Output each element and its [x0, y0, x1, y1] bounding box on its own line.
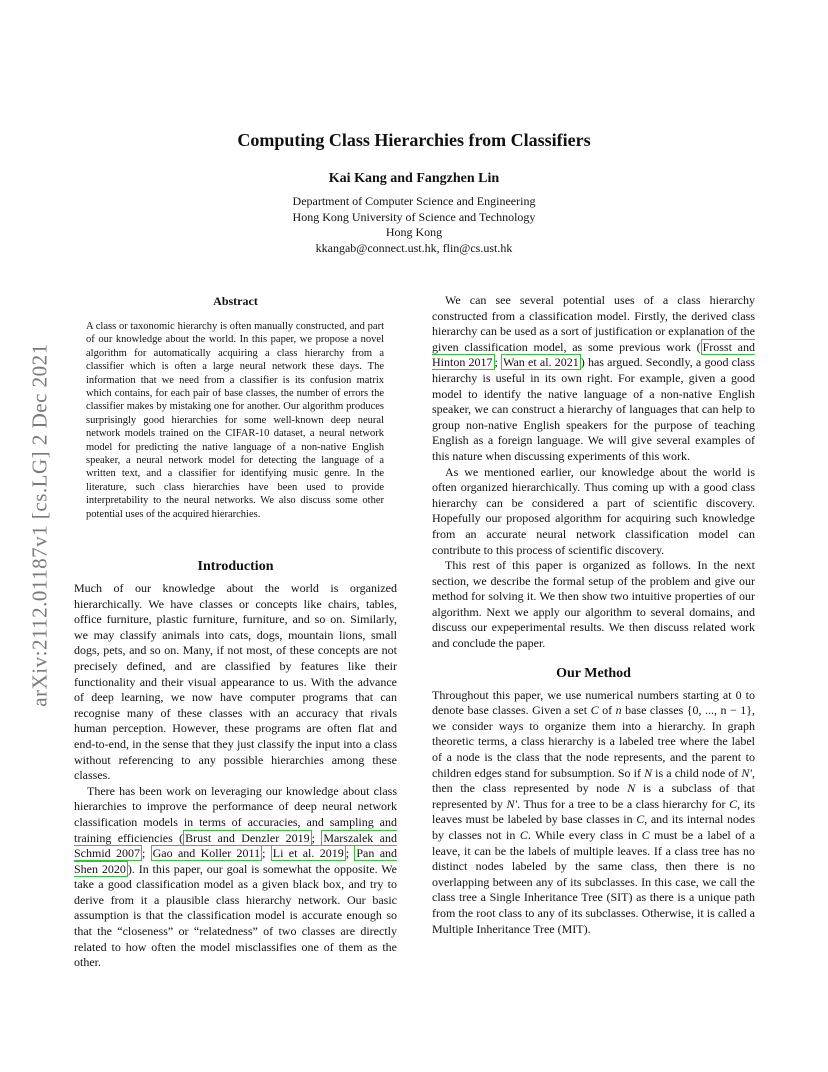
math-N-2: N — [627, 781, 636, 796]
math-C: C — [590, 703, 599, 718]
introduction-heading: Introduction — [197, 559, 274, 574]
math-C-4: C — [519, 828, 528, 842]
affiliation-university: Hong Kong University of Science and Technology — [292, 209, 536, 224]
method-text-8: . Thus for a tree to be a class hierarchy for — [517, 796, 730, 811]
right-column — [432, 293, 755, 937]
method-text-12: must be a label of a leave, it can be the labels of multiple leaves. If a class tree has no distinct nodes labeled by the same class, then there is no overlapping between any of its subclasses. In this case, we call the class tree a Single Inheritance Tree (SIT) as there is a unique path from the root class to any of its subclasses. Otherwise, it is called a Multiple Inheritance Tree (MIT). — [432, 828, 755, 936]
intro-paragraph-1: Much of our knowledge about the world is organized hierarchically. We have classes or concepts like chairs, tables, office furniture, plastic furniture, furniture, and so on. Similarly, we may classify animals into cats, dogs, mountain lions, small dogs, pets, and so on. Many, if not most, of these concepts are not precisely defined, and are classified by features like their functionality and their visual appearance to us. With the advance of deep learning, we now have computer programs that can recognise many of these classes with an accuracy that rivals human perception. However, these programs are often flat and end-to-end, in the sense that they just classify the input into a class without referencing to any possible hierarchies among these classes. — [74, 581, 397, 783]
affiliation-location: Hong Kong — [385, 225, 443, 240]
arxiv-stamp — [20, 292, 60, 758]
citation-li[interactable]: Li et al. 2019 — [272, 846, 344, 861]
abstract-text: A class or taxonomic hierarchy is often manually constructed, and part of our knowledge about the world. In this paper, we propose a novel algorithm for automatically acquiring a class hierarchy from a classifier which is often a large neural network these days. The information that we need from a classifier is its confusion matrix which contains, for each pair of base classes, the number of errors the classifier makes by mistaking one for another. Our algorithm produces surprisingly good hierarchies for some well-known deep neural network models trained on the CIFAR-10 dataset, a neural network model for predicting the native language of a non-native English speaker, a neural network model for detecting the language of a written text, and a classifier for identifying music genre. In the literature, such class hierarchies have been used to provide interpretability to the neural networks. We also discuss some other potential uses of the acquired hierarchies. — [86, 321, 384, 520]
method-text-4: , we consider ways to organize them into a hierarchy. In graph theoretic terms, a class hierarchy is a labeled tree where the label of a node is the class that the node represents, and the parent to children edges stand for subsumption. So if — [432, 703, 755, 780]
right-p1-text-a: We can see several potential uses of a class hierarchy constructed from a classification model. Firstly, the derived class hierarchy can be used as a sort of justification or explanation of the given classification model, as some previous work ( — [432, 293, 755, 354]
intro-p2-text-a: There has been work on leveraging our knowledge about class hierarchies to improve the performance of deep neural network classification models in terms of accuracies, and sampling and training efficiencies ( — [74, 783, 397, 845]
method-text-10: , and its internal nodes by classes not in — [432, 812, 755, 842]
math-n: n — [615, 703, 622, 718]
math-N-prime: N′ — [741, 765, 752, 780]
citation-gao[interactable]: Gao and Koller 2011 — [152, 846, 261, 861]
math-N: N — [644, 765, 653, 780]
arxiv-stamp-text: arXiv:2112.01187v1 [cs.LG] 2 Dec 2021 — [27, 343, 52, 707]
method-text-11: . While every class in — [527, 828, 642, 842]
left-column — [74, 559, 397, 971]
right-paragraph-2: As we mentioned earlier, our knowledge about the world is often organized hierarchically. Thus coming up with a good class hierarchy can be considered a part of scientific discovery. Hopefully our proposed algorithm for acquiring such knowledge from an accurate neural network classification model can contribute to this process of scientific discovery. — [432, 464, 755, 557]
method-text-2: of — [598, 703, 616, 718]
method-text-5: is a child node of — [652, 765, 742, 780]
method-text-3: base classes — [621, 703, 687, 718]
paper-title: Computing Class Hierarchies from Classifiers — [237, 130, 591, 150]
right-paragraph-3: This rest of this paper is organized as follows. In the next section, we describe the formal setup of the problem and give our method for solving it. We then show two intuitive properties of our algorithm. Next we apply our algorithm to several domains, and discuss our expeperimental results. We then discuss related work and conclude the paper. — [432, 558, 755, 651]
paper-authors: Kai Kang and Fangzhen Lin — [328, 171, 500, 186]
citation-brust[interactable]: Brust and Denzler 2019 — [185, 830, 310, 845]
math-set: {0, ..., n − 1} — [686, 703, 752, 718]
method-text-9: , its leaves must be labeled by base classes in — [432, 796, 755, 827]
method-paragraph-1 — [432, 688, 755, 938]
affiliation-department: Department of Computer Science and Engineering — [292, 194, 536, 208]
affiliation-block — [0, 194, 828, 256]
intro-p2-text-b: ). In this paper, our goal is somewhat the opposite. We take a good classification model as a given black box, and try to derive from it a plausible class hierarchy network. Our basic assumption is that the classification model is accurate enough so that the “closeness” or “relatedness” of two classes are directly related to how often the model misclassifies one of them as the other. — [74, 861, 397, 970]
abstract-heading: Abstract — [213, 294, 258, 308]
citation-wan[interactable]: Wan et al. 2021 — [503, 355, 579, 370]
citation-pan[interactable]: Pan and Shen 2020 — [74, 846, 398, 876]
intro-paragraph-2: There has been work on leveraging our knowledge about class hierarchies to improve the performance of deep neural network classification models in terms of accuracies, and sampling and training efficiencies ( Brust and Denzler 2019 ; Marszalek and Schmid 2007 ; Gao and Koller 2011 ; Li et al. 2019 ; Pan and Shen 2020 ). In this paper, our goal is somewhat the opposite. We take a good classification model as a given black box, and try to derive from it a plausible class hierarchy network. Our basic assumption is that the classification model is accurate enough so that the “closeness” or “relatedness” of two classes are directly related to how often the model misclassifies one of them as the other. — [74, 783, 398, 970]
method-heading: Our Method — [556, 665, 631, 681]
citation-frosst[interactable]: Frosst and Hinton 2017 — [432, 339, 756, 370]
method-text-6: , then the class represented by node — [432, 765, 755, 796]
math-C-2: C — [729, 796, 738, 811]
method-text-1: Throughout this paper, we use numerical numbers starting at 0 to denote base classes. Given a set — [432, 687, 755, 718]
math-N-prime-2: N′ — [506, 796, 518, 811]
method-text-7: is a subclass of that represented by — [432, 781, 755, 811]
right-paragraph-1: We can see several potential uses of a class hierarchy constructed from a classification model. Firstly, the derived class hierarchy can be used as a sort of justification or explanation of the given classification model, as some previous work ( Frosst and Hinton 2017 ; Wan et al. 2021 ) has argued. Secondly, a good class hierarchy is useful in its own right. For example, given a good model to identify the native language of a non-native English speaker, we can construct a hierarchy of languages that can help to group non-native English speakers for the purpose of teaching English as a foreign language. We will give several examples of this nature when discussing experiments of this work. — [432, 293, 756, 463]
math-C-5: C — [641, 828, 650, 842]
math-C-3: C — [636, 812, 645, 827]
right-p1-text-b: ) has argued. Secondly, a good class hierarchy is useful in its own right. For example, given a good model to identify the native language of a non-native English speaker, we can construct a hierarchy of languages that can help to group non-native English speakers for the purpose of teaching English as a foreign language. We will give several examples of this nature when discussing experiments of this work. — [432, 355, 755, 463]
citation-marszalek[interactable]: Marszalek and Schmid 2007 — [74, 830, 397, 861]
affiliation-emails: kkangab@connect.ust.hk, flin@cs.ust.hk — [315, 240, 513, 255]
